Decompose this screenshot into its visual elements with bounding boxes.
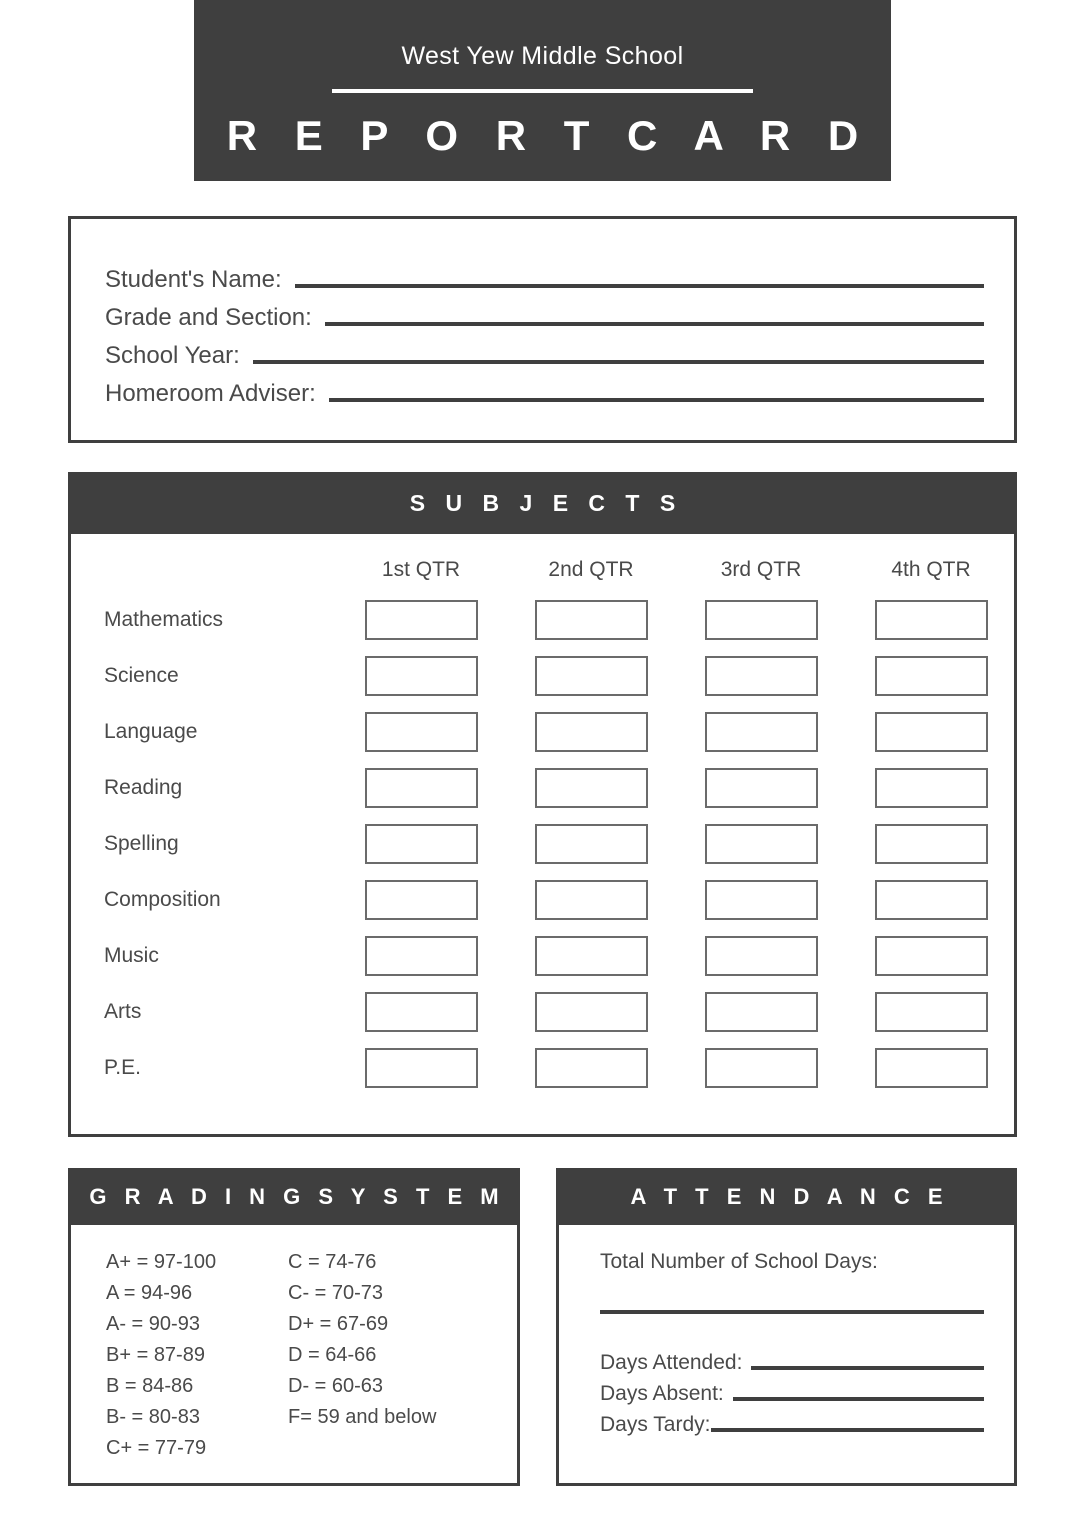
grading-system-band	[68, 1168, 520, 1225]
subject-row	[71, 648, 1014, 704]
days-tardy-input-line[interactable]	[711, 1428, 985, 1432]
subject-name: Arts	[104, 1000, 142, 1023]
grade-scale-right-item: C = 74-76	[288, 1251, 377, 1273]
subject-name: Language	[104, 720, 198, 743]
quarter-2-label: 2nd QTR	[548, 557, 634, 581]
grade-scale-column-right	[288, 1247, 470, 1464]
grade-cell	[676, 712, 846, 752]
subject-name: Reading	[104, 776, 183, 799]
grade-scale-right-item: D+ = 67-69	[288, 1313, 389, 1335]
grade-cell	[506, 824, 676, 864]
grade-input-box[interactable]	[875, 824, 988, 864]
grade-input-box[interactable]	[365, 824, 478, 864]
grade-cell	[506, 712, 676, 752]
subjects-band-title: S U B J E C T S	[409, 489, 683, 516]
grade-input-box[interactable]	[535, 712, 648, 752]
grade-cell	[676, 600, 846, 640]
grade-cell	[676, 992, 846, 1032]
homeroom-adviser-input-line[interactable]	[329, 398, 984, 402]
grade-cell	[506, 992, 676, 1032]
grade-input-box[interactable]	[875, 880, 988, 920]
school-year-input-line[interactable]	[253, 360, 984, 364]
grade-input-box[interactable]	[365, 600, 478, 640]
grade-input-box[interactable]	[875, 656, 988, 696]
attendance-row	[600, 1347, 988, 1378]
grade-cell	[676, 656, 846, 696]
student-info-row	[105, 375, 984, 413]
grade-input-box[interactable]	[705, 824, 818, 864]
grade-cell	[336, 768, 506, 808]
student-info-row	[105, 299, 984, 337]
subject-rows-container	[71, 592, 1014, 1096]
attendance-row	[600, 1378, 988, 1409]
subjects-band	[68, 472, 1017, 534]
grade-scale-left-item: B- = 80-83	[106, 1406, 200, 1428]
grade-cell	[336, 880, 506, 920]
subject-row	[71, 760, 1014, 816]
student-info-row	[105, 261, 984, 299]
quarter-header-cell	[846, 559, 1016, 580]
school-name: West Yew Middle School	[401, 42, 684, 70]
grade-cell	[846, 992, 1016, 1032]
grade-input-box[interactable]	[875, 712, 988, 752]
grade-input-box[interactable]	[365, 656, 478, 696]
grade-input-box[interactable]	[535, 992, 648, 1032]
days-tardy-label: Days Tardy:	[600, 1413, 711, 1436]
grade-input-box[interactable]	[875, 936, 988, 976]
grade-input-box[interactable]	[875, 600, 988, 640]
total-school-days-label: Total Number of School Days:	[600, 1250, 878, 1273]
grade-input-box[interactable]	[365, 768, 478, 808]
grade-scale-right-item: D- = 60-63	[288, 1375, 384, 1397]
grade-input-box[interactable]	[365, 712, 478, 752]
grade-section-input-line[interactable]	[325, 322, 984, 326]
grading-system-panel	[68, 1168, 520, 1486]
grade-input-box[interactable]	[705, 992, 818, 1032]
grade-cell	[336, 1048, 506, 1088]
student-name-label: Student's Name:	[105, 266, 282, 293]
quarter-header-cell	[676, 559, 846, 580]
grade-cell	[846, 656, 1016, 696]
grade-cell	[336, 992, 506, 1032]
header-divider	[332, 89, 753, 93]
grade-cell	[846, 712, 1016, 752]
grade-input-box[interactable]	[365, 1048, 478, 1088]
grade-input-box[interactable]	[705, 712, 818, 752]
subject-row	[71, 872, 1014, 928]
grade-cell	[846, 936, 1016, 976]
attendance-row	[600, 1409, 988, 1440]
subject-name: Composition	[104, 888, 221, 911]
subject-name: Mathematics	[104, 608, 224, 631]
grade-input-box[interactable]	[705, 936, 818, 976]
subject-name: P.E.	[104, 1056, 141, 1079]
report-header	[194, 0, 891, 181]
subject-row	[71, 816, 1014, 872]
grade-cell	[336, 656, 506, 696]
days-attended-label: Days Attended:	[600, 1351, 743, 1374]
quarter-3-label: 3rd QTR	[720, 557, 802, 581]
grade-input-box[interactable]	[365, 880, 478, 920]
subject-row	[71, 704, 1014, 760]
grade-input-box[interactable]	[875, 768, 988, 808]
subject-row	[71, 984, 1014, 1040]
grade-scale-right-item: F= 59 and below	[288, 1406, 437, 1428]
student-info-row	[105, 337, 984, 375]
grade-input-box[interactable]	[365, 992, 478, 1032]
grade-input-box[interactable]	[705, 880, 818, 920]
quarter-header-cell	[336, 559, 506, 580]
attendance-band	[556, 1168, 1017, 1225]
grade-input-box[interactable]	[535, 600, 648, 640]
grade-input-box[interactable]	[535, 880, 648, 920]
grade-cell	[506, 936, 676, 976]
subject-row	[71, 928, 1014, 984]
grade-input-box[interactable]	[365, 936, 478, 976]
grade-cell	[506, 1048, 676, 1088]
grade-input-box[interactable]	[705, 600, 818, 640]
grade-scale	[71, 1225, 517, 1464]
grade-cell	[846, 768, 1016, 808]
grade-cell	[676, 936, 846, 976]
subject-row	[71, 1040, 1014, 1096]
subject-name: Science	[104, 664, 179, 687]
student-info-panel	[68, 216, 1017, 443]
days-absent-label: Days Absent:	[600, 1382, 724, 1405]
grade-cell	[676, 1048, 846, 1088]
grade-cell	[336, 712, 506, 752]
grading-system-band-title: G R A D I N G S Y S T E M	[89, 1183, 505, 1209]
grade-scale-left-item: A- = 90-93	[106, 1313, 200, 1335]
grade-input-box[interactable]	[705, 1048, 818, 1088]
grade-cell	[846, 824, 1016, 864]
quarter-4-label: 4th QTR	[891, 557, 971, 581]
attendance-panel	[556, 1168, 1017, 1486]
grade-cell	[336, 824, 506, 864]
grade-input-box[interactable]	[535, 1048, 648, 1088]
days-absent-input-line[interactable]	[733, 1397, 984, 1401]
subject-name: Music	[104, 944, 159, 967]
attendance-band-title: A T T E N D A N C E	[630, 1183, 949, 1209]
page-title: R E P O R T C A R D	[226, 112, 872, 159]
grade-scale-left-item: B = 84-86	[106, 1375, 194, 1397]
school-year-label: School Year:	[105, 342, 240, 369]
grade-input-box[interactable]	[875, 992, 988, 1032]
grade-scale-right-item: C- = 70-73	[288, 1282, 384, 1304]
grade-scale-left-item: A = 94-96	[106, 1282, 193, 1304]
student-name-input-line[interactable]	[295, 284, 984, 288]
grade-cell	[506, 600, 676, 640]
grade-cell	[676, 824, 846, 864]
grade-scale-right-item: D = 64-66	[288, 1344, 377, 1366]
subjects-panel	[68, 472, 1017, 1137]
grade-input-box[interactable]	[875, 1048, 988, 1088]
grade-scale-left-item: C+ = 77-79	[106, 1437, 207, 1459]
grade-cell	[846, 600, 1016, 640]
days-attended-input-line[interactable]	[751, 1366, 984, 1370]
grade-cell	[506, 768, 676, 808]
quarter-1-label: 1st QTR	[381, 557, 461, 581]
grading-system-body	[68, 1225, 520, 1486]
quarter-header-cell	[506, 559, 676, 580]
grade-cell	[506, 656, 676, 696]
grade-cell	[336, 600, 506, 640]
subject-name: Spelling	[104, 832, 179, 855]
grade-cell	[676, 880, 846, 920]
grade-cell	[846, 1048, 1016, 1088]
homeroom-adviser-label: Homeroom Adviser:	[105, 380, 316, 407]
grade-cell	[506, 880, 676, 920]
grade-scale-left-item: B+ = 87-89	[106, 1344, 205, 1366]
grade-input-box[interactable]	[535, 656, 648, 696]
subject-row	[71, 592, 1014, 648]
grade-scale-left-item: A+ = 97-100	[106, 1251, 217, 1273]
grade-input-box[interactable]	[535, 936, 648, 976]
grade-input-box[interactable]	[535, 824, 648, 864]
grade-section-label: Grade and Section:	[105, 304, 312, 331]
grade-cell	[336, 936, 506, 976]
subjects-table	[68, 534, 1017, 1137]
grade-cell	[846, 880, 1016, 920]
attendance-body	[556, 1225, 1017, 1486]
grade-scale-column-left	[106, 1247, 288, 1464]
total-school-days-input-line[interactable]	[600, 1310, 984, 1314]
grade-cell	[676, 768, 846, 808]
quarter-header-row	[71, 534, 1014, 592]
grade-input-box[interactable]	[705, 768, 818, 808]
grade-input-box[interactable]	[535, 768, 648, 808]
grade-input-box[interactable]	[705, 656, 818, 696]
